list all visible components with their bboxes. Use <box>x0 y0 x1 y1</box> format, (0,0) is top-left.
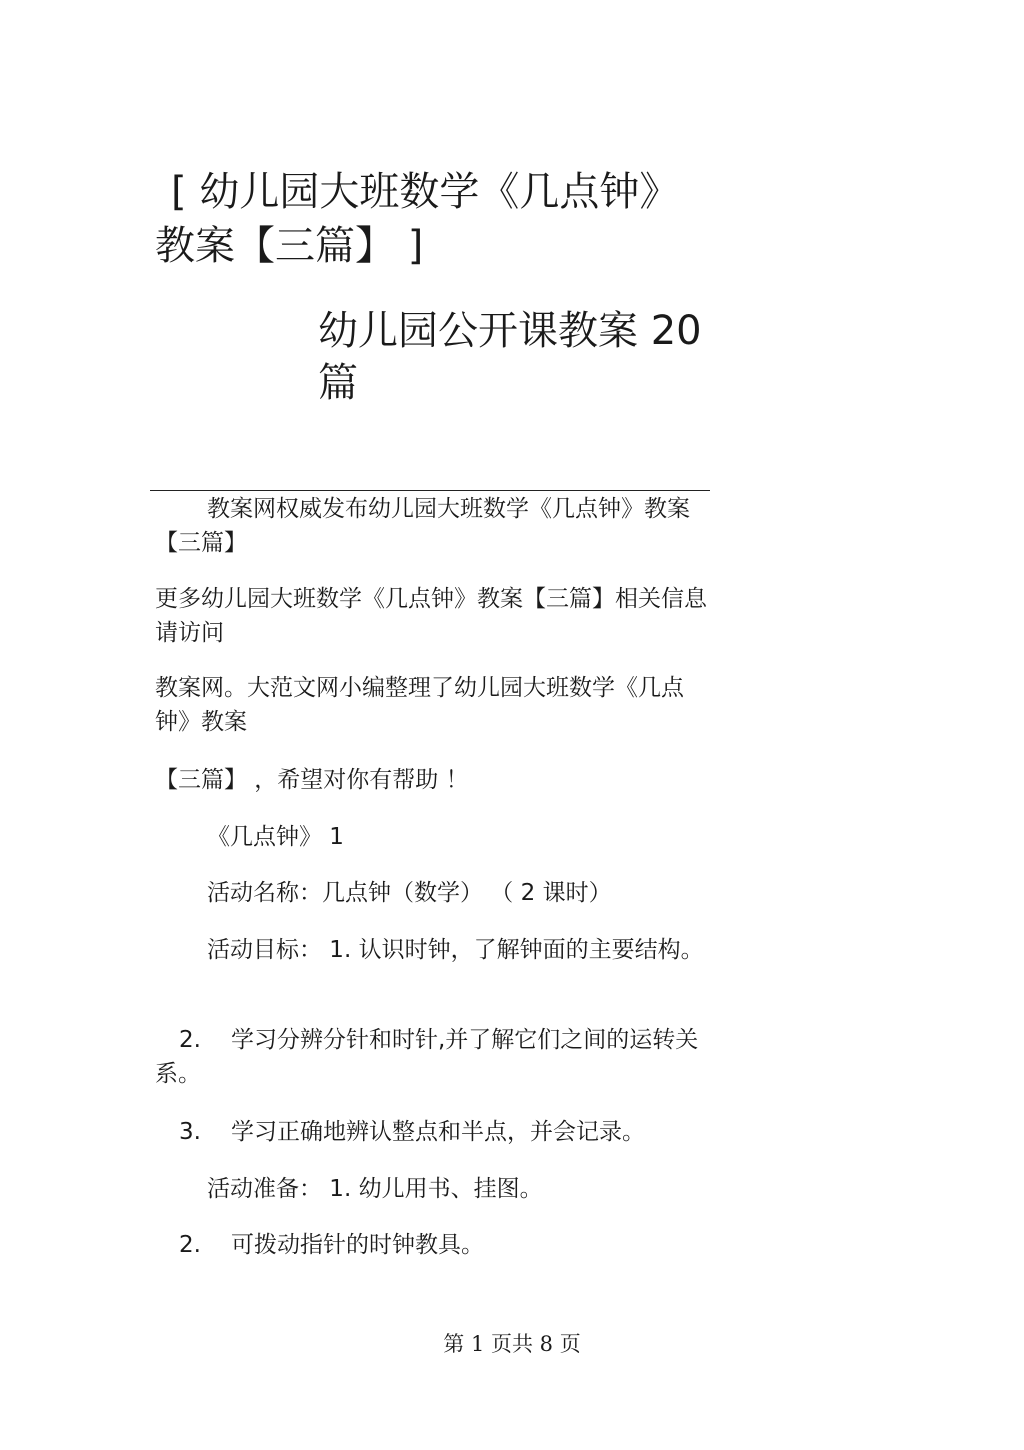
title-line-1: [ 幼儿园大班数学《几点钟》 <box>171 169 680 215</box>
goal-3-number: 3. <box>179 1119 201 1145</box>
prep-2-text: 可拨动指针的时钟教具。 <box>231 1232 484 1258</box>
subtitle-line-1: 幼儿园公开课教案 20 <box>318 308 702 354</box>
page-footer: 第 1 页共 8 页 <box>443 1332 581 1356</box>
paragraph-more-info: 更多幼儿园大班数学《几点钟》教案【三篇】相关信息请访问 <box>155 586 707 646</box>
document-title <box>155 165 715 273</box>
goal-2-number: 2. <box>179 1027 201 1053</box>
horizontal-divider <box>150 490 710 491</box>
document-subtitle <box>318 305 718 409</box>
goal-3-text: 学习正确地辨认整点和半点，并会记录。 <box>231 1119 645 1145</box>
activity-goal-1: 活动目标： 1. 认识时钟，了解钟面的主要结构。 <box>207 937 704 963</box>
goal-2-text: 学习分辨分针和时针,并了解它们之间的运转关系。 <box>155 1027 699 1087</box>
activity-name: 活动名称：几点钟（数学） （ 2 课时） <box>207 880 612 906</box>
paragraph-wish: 【三篇】 ，希望对你有帮助 ！ <box>155 767 469 793</box>
subtitle-line-2: 篇 <box>318 360 358 406</box>
prep-2-number: 2. <box>179 1232 201 1258</box>
activity-prep-1: 活动准备： 1. 幼儿用书、挂图。 <box>207 1176 543 1202</box>
lesson-heading: 《几点钟》 1 <box>207 824 344 850</box>
title-line-2: 教案【三篇】 ] <box>155 223 424 269</box>
activity-goal-3 <box>155 1115 715 1149</box>
paragraph-editor-note: 教案网。大范文网小编整理了幼儿园大班数学《几点钟》教案 <box>155 675 684 735</box>
activity-goal-2 <box>155 1023 715 1091</box>
activity-prep-2 <box>155 1228 715 1262</box>
paragraph-intro: 教案网权威发布幼儿园大班数学《几点钟》教案【三篇】 <box>155 496 690 556</box>
